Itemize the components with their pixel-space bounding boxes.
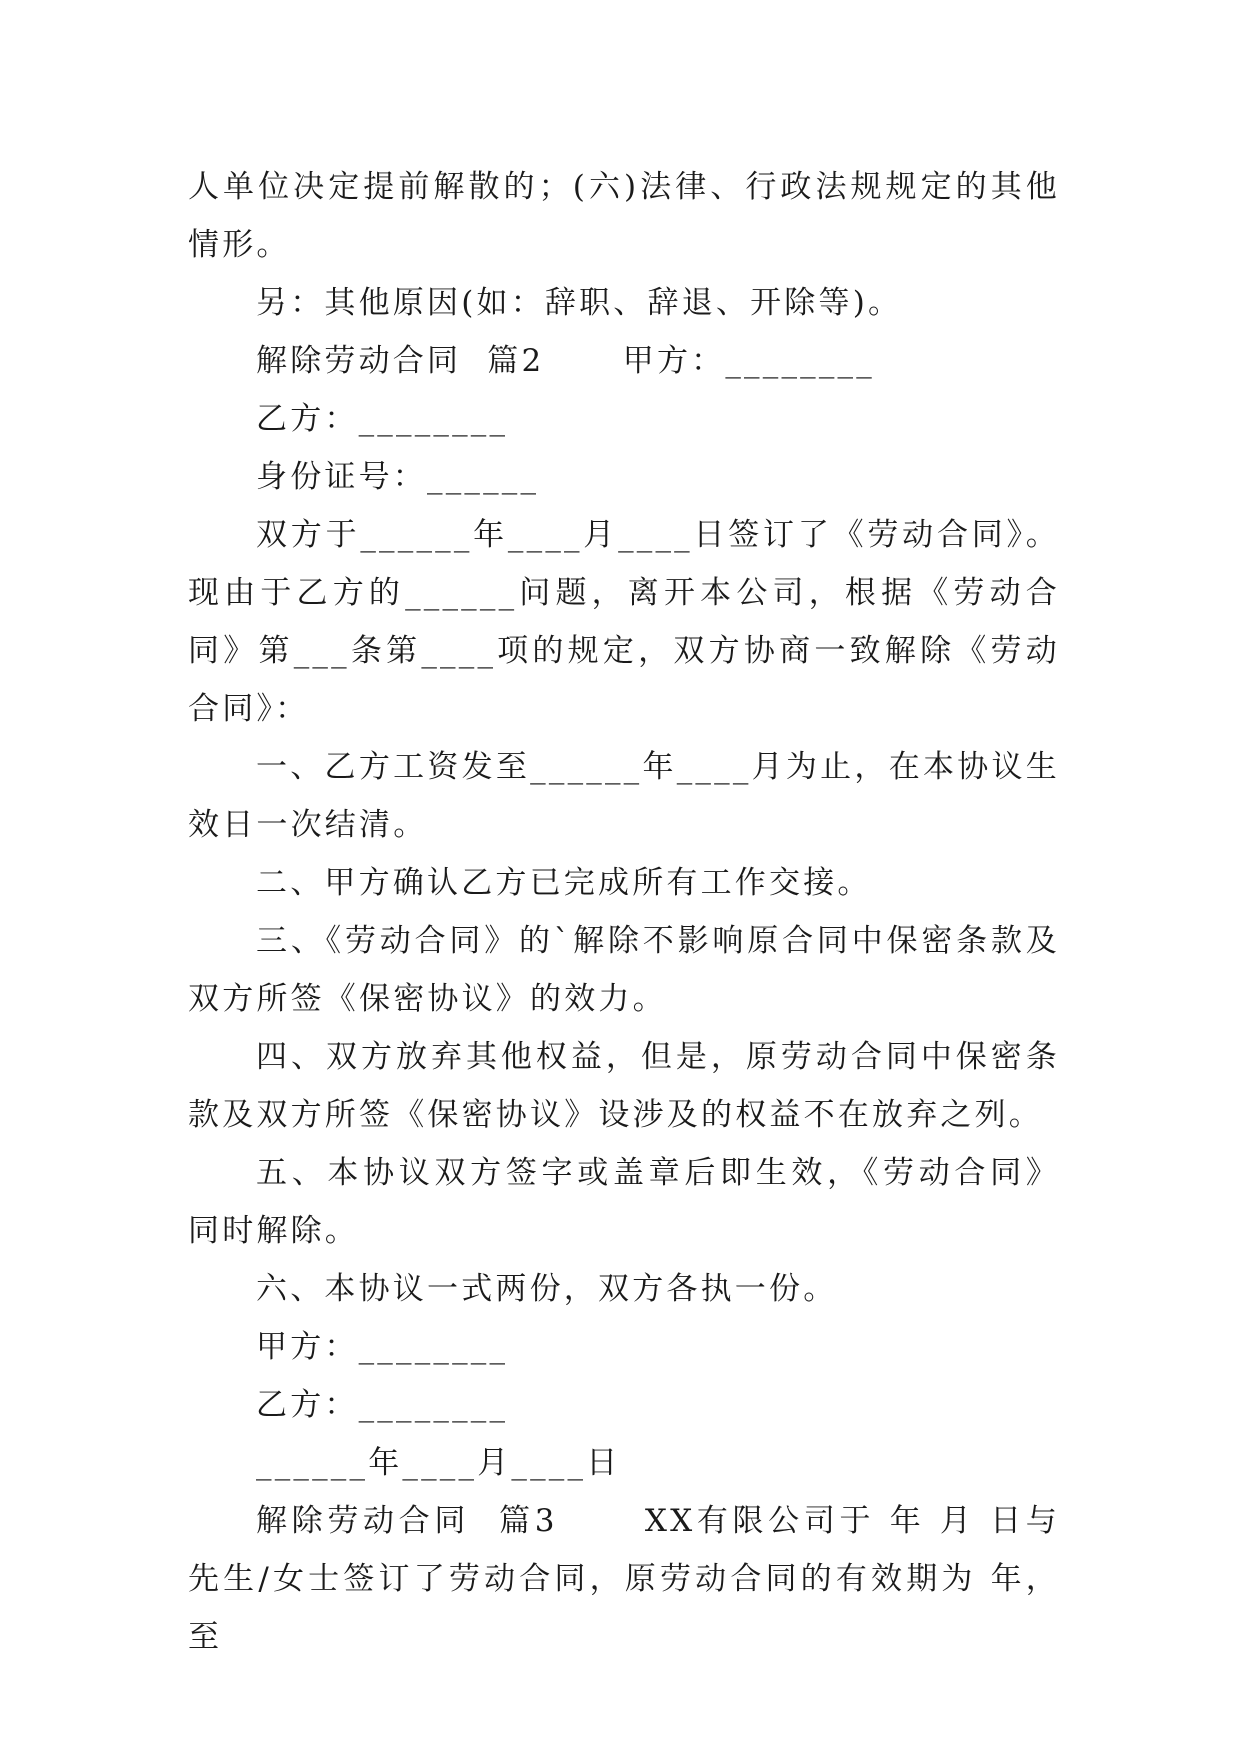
section-heading-part2: 解除劳动合同 篇2 甲方：________: [256, 343, 875, 379]
paragraph-other-reasons: 另：其他原因(如：辞职、辞退、开除等)。: [256, 285, 903, 321]
signature-party-b: 乙方：________: [256, 1387, 509, 1423]
id-number-line: 身份证号：______: [256, 459, 540, 495]
paragraph-continuation: 人单位决定提前解散的；(六)法律、行政法规规定的其他情形。: [188, 169, 1060, 263]
clause-4: 四、双方放弃其他权益，但是，原劳动合同中保密条款及双方所签《保密协议》设涉及的权益不在放弃之列。: [188, 1039, 1060, 1133]
clause-5: 五、本协议双方签字或盖章后即生效，《劳动合同》同时解除。: [188, 1155, 1060, 1249]
section-heading-part3: 解除劳动合同 篇3 XX有限公司于 年 月 日与 先生/女士签订了劳动合同，原劳动合同的有效期为 年，至: [188, 1503, 1074, 1655]
clause-2: 二、甲方确认乙方已完成所有工作交接。: [256, 865, 872, 901]
signature-party-a: 甲方：________: [256, 1329, 509, 1365]
clause-3: 三、《劳动合同》的`解除不影响原合同中保密条款及双方所签《保密协议》的效力。: [188, 923, 1060, 1017]
paragraph-agreement-intro: 双方于______年____月____日签订了《劳动合同》。现由于乙方的______问题，离开本公司，根据《劳动合同》第___条第____项的规定，双方协商一致解除《劳动合同》：: [188, 517, 1060, 727]
signature-date: ______年____月____日: [256, 1445, 621, 1481]
party-b-line: 乙方：________: [256, 401, 509, 437]
clause-6: 六、本协议一式两份，双方各执一份。: [256, 1271, 838, 1307]
document-body: [188, 158, 1074, 1666]
clause-1: 一、乙方工资发至______年____月为止，在本协议生效日一次结清。: [188, 749, 1060, 843]
